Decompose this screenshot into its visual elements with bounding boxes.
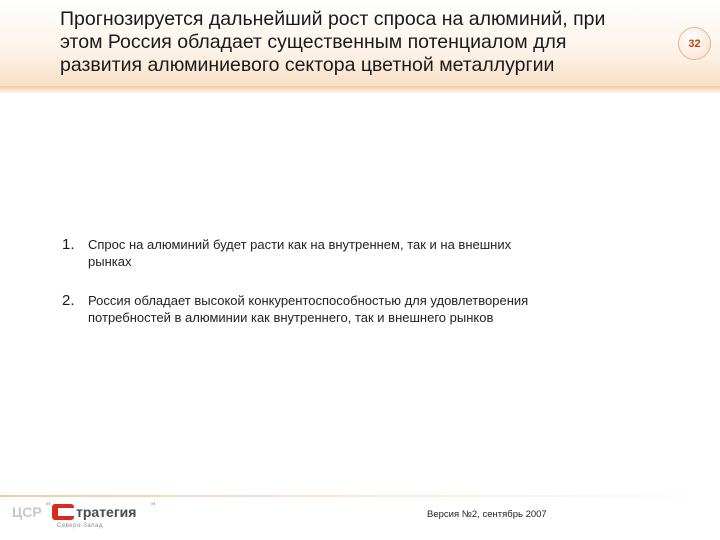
logo-quote-open: " [46, 500, 51, 514]
footer-divider [0, 495, 720, 497]
logo-quote-close: " [151, 500, 156, 514]
numbered-list [62, 236, 662, 348]
list-item-line: Спрос на алюминий будет расти как на внутреннем, так и на внешних [88, 237, 512, 252]
title-line: Прогнозируется дальнейший рост спроса на алюминий, при [60, 8, 606, 30]
page-number: 32 [688, 37, 701, 50]
slide-title [60, 8, 650, 77]
list-item-line: рынках [88, 254, 132, 269]
list-item-line: потребностей в алюминии как внутреннего, так и внешнего рынков [88, 310, 494, 325]
logo-prefix: ЦСР [12, 504, 42, 520]
title-line: этом Россия обладает существенным потенциалом для [60, 31, 567, 53]
list-item-text [88, 236, 511, 270]
company-logo [12, 500, 172, 530]
header-divider [0, 86, 720, 94]
page-number-badge [678, 27, 711, 60]
logo-brand-rest: тратегия [76, 504, 137, 520]
list-item-number: 2. [62, 292, 75, 309]
list-item [62, 236, 662, 270]
version-label: Версия №2, сентябрь 2007 [427, 509, 547, 520]
list-item-line: Россия обладает высокой конкурентоспособностью для удовлетворения [88, 293, 529, 308]
title-line: развития алюминиевого сектора цветной металлургии [60, 54, 555, 76]
list-item [62, 292, 662, 326]
logo-tagline: Северо-Запад [57, 523, 103, 529]
list-item-number: 1. [62, 236, 75, 253]
list-item-text [88, 292, 528, 326]
